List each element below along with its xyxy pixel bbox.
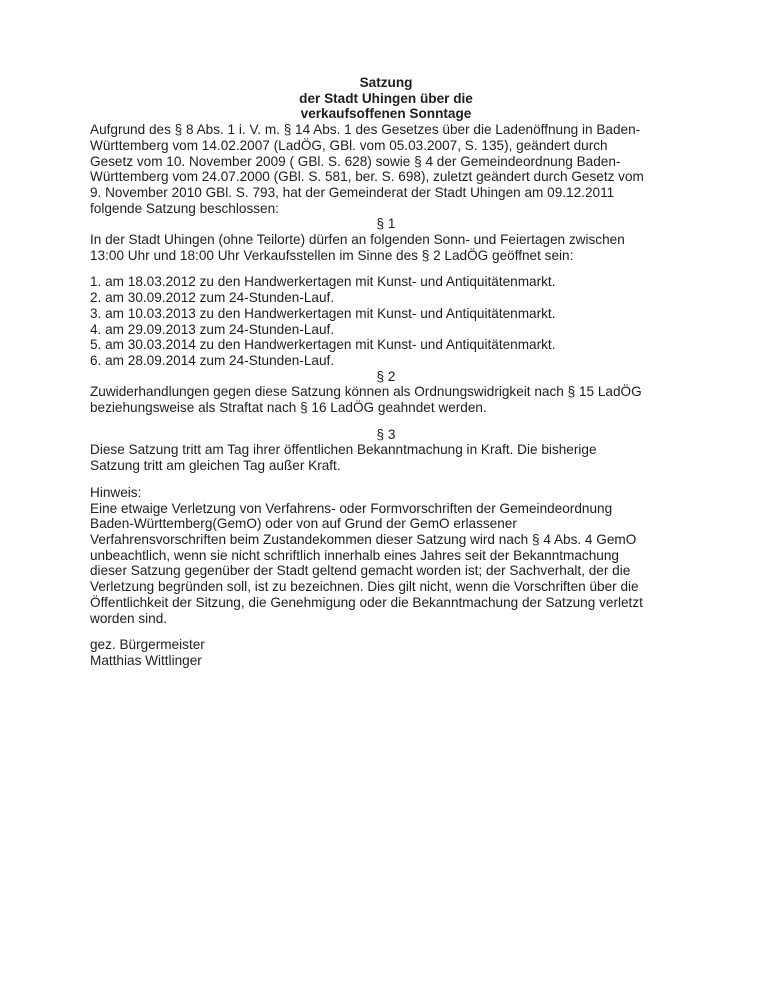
doc-title-line-1: Satzung	[359, 75, 413, 90]
list-item-4: 4. am 29.09.2013 zum 24-Stunden-Lauf.	[90, 321, 335, 337]
section-3-heading: § 3	[376, 426, 396, 442]
section-1-heading: § 1	[376, 216, 396, 232]
satzung-document-body	[90, 75, 682, 669]
section-2-heading: § 2	[376, 368, 396, 384]
blank-line	[90, 263, 682, 274]
list-item-5: 5. am 30.03.2014 zu den Handwerkertagen mit Kunst- und Antiquitätenmarkt.	[90, 337, 556, 353]
note-body-line: worden sind.	[90, 610, 168, 626]
preamble-line: 9. November 2010 GBl. S. 793, hat der Gemeinderat der Stadt Uhingen am 09.12.2011	[90, 184, 615, 200]
section-3-body-line: Satzung tritt am gleichen Tag außer Kraft.	[90, 458, 341, 474]
doc-title-line-3: verkaufsoffenen Sonntage	[300, 106, 472, 122]
blank-line	[90, 474, 682, 485]
blank-line	[90, 626, 682, 637]
note-body-line: Öffentlichkeit der Sitzung, die Genehmigung oder die Bekanntmachung der Satzung verletzt	[90, 594, 643, 610]
blank-line	[90, 416, 682, 427]
preamble-line: Aufgrund des § 8 Abs. 1 i. V. m. § 14 Abs. 1 des Gesetzes über die Ladenöffnung in Baden-	[90, 122, 641, 138]
section-2-body-line: beziehungsweise als Straftat nach § 16 LadÖG geahndet werden.	[90, 400, 487, 416]
list-item-6: 6. am 28.09.2014 zum 24-Stunden-Lauf.	[90, 352, 335, 368]
section-2-body-line: Zuwiderhandlungen gegen diese Satzung können als Ordnungswidrigkeit nach § 15 LadÖG	[90, 384, 642, 400]
signature-name-line: Matthias Wittlinger	[90, 652, 202, 668]
list-item-1: 1. am 18.03.2012 zu den Handwerkertagen mit Kunst- und Antiquitätenmarkt.	[90, 274, 556, 290]
preamble-line: Gesetz vom 10. November 2009 ( GBl. S. 628) sowie § 4 der Gemeindeordnung Baden-	[90, 153, 621, 169]
note-label: Hinweis:	[90, 484, 142, 500]
list-item-3: 3. am 10.03.2013 zu den Handwerkertagen mit Kunst- und Antiquitätenmarkt.	[90, 305, 556, 321]
preamble-line: Württemberg vom 14.02.2007 (LadÖG, GBl. vom 05.03.2007, S. 135), geändert durch	[90, 137, 608, 153]
doc-title-line-2: der Stadt Uhingen über die	[299, 90, 473, 106]
note-body-line: unbeachtlich, wenn sie nicht schriftlich innerhalb eines Jahres seit der Bekanntmachung	[90, 547, 619, 563]
note-body-line: Eine etwaige Verletzung von Verfahrens- oder Formvorschriften der Gemeindeordnung	[90, 500, 613, 516]
note-body-line: Verfahrensvorschriften beim Zustandekommen dieser Satzung wird nach § 4 Abs. 4 GemO	[90, 531, 637, 547]
note-body-line: Verletzung begründen soll, ist zu bezeichnen. Dies gilt nicht, wenn die Vorschriften über die	[90, 579, 639, 595]
section-3-body-line: Diese Satzung tritt am Tag ihrer öffentlichen Bekanntmachung in Kraft. Die bisherige	[90, 442, 597, 458]
section-1-body-line: 13:00 Uhr und 18:00 Uhr Verkaufsstellen im Sinne des § 2 LadÖG geöffnet sein:	[90, 247, 574, 263]
note-body-line: dieser Satzung gegenüber der Stadt geltend gemacht worden ist; der Sachverhalt, der die	[90, 563, 631, 579]
note-body-line: Baden-Württemberg(GemO) oder von auf Grund der GemO erlassener	[90, 516, 517, 532]
section-1-body-line: In der Stadt Uhingen (ohne Teilorte) dürfen an folgenden Sonn- und Feiertagen zwischen	[90, 232, 625, 248]
preamble-line: Württemberg vom 24.07.2000 (GBl. S. 581, ber. S. 698), zuletzt geändert durch Gesetz vom	[90, 169, 644, 185]
list-item-2: 2. am 30.09.2012 zum 24-Stunden-Lauf.	[90, 290, 335, 306]
preamble-line: folgende Satzung beschlossen:	[90, 200, 279, 216]
signature-role-line: gez. Bürgermeister	[90, 637, 205, 653]
